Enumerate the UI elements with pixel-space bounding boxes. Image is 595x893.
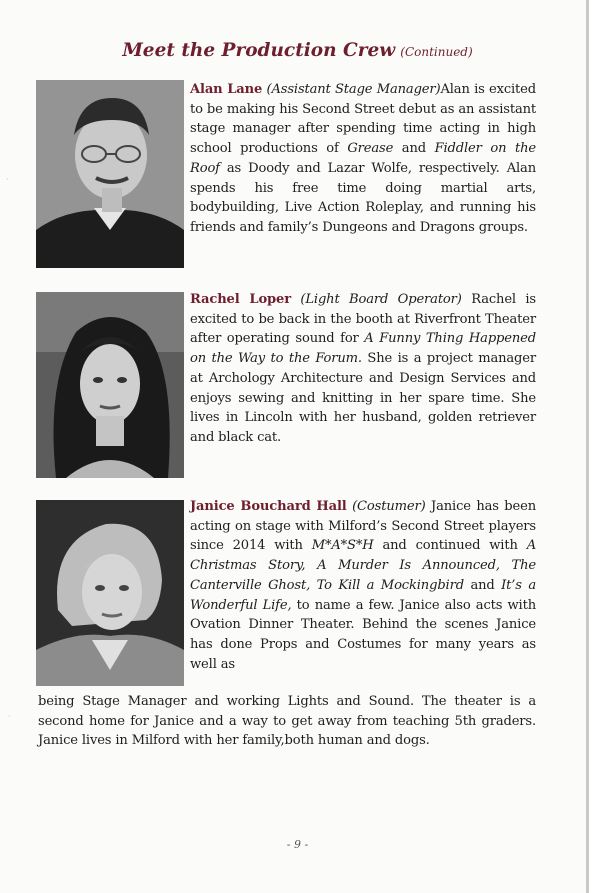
bio-janice-continued — [38, 692, 536, 751]
show-title: A Funny Thing Happened on the Way to the Forum. — [190, 331, 536, 367]
bio-text: Alan is excited to be making his Second Street debut as an assistant stage manager after spending time acting in high school productions of — [190, 82, 536, 157]
bio-text: and — [463, 577, 502, 593]
bio-text: and — [393, 141, 435, 157]
photo-alan-lane — [36, 80, 184, 268]
page-number: - 9 - — [286, 838, 309, 851]
show-title: M*A*S*H — [311, 538, 374, 554]
bio-rachel-loper — [190, 290, 536, 448]
crew-role: (Light Board Operator) — [300, 292, 462, 307]
bio-text: She is a project manager at Archology Architecture and Design Services and enjoys sewing and knitting in her spare time. She lives in Lincoln with her husband, golden retriever and black cat. — [190, 351, 536, 445]
scan-speck: · — [8, 712, 11, 721]
photo-janice-bouchard-hall — [36, 500, 184, 686]
bio-text: and continued with — [373, 538, 527, 554]
show-title: Fiddler on the Roof — [190, 141, 536, 176]
bio-text: being Stage Manager and working Lights and Sound. The theater is a second home for Janice and a way to get away from teaching 5th graders. Janice lives in Milford with her family,both human and dogs. — [38, 694, 536, 749]
crew-name: Alan Lane — [190, 82, 263, 97]
title-continued: (Continued) — [400, 45, 473, 59]
photo-rachel-loper — [36, 292, 184, 478]
bio-alan-lane — [190, 80, 536, 238]
page-title — [0, 40, 595, 61]
show-title: Grease — [347, 141, 394, 157]
bio-text: to name a few. Janice also acts with Ovation Dinner Theater. Behind the scenes Janice has done Props and Costumes for many years as well as — [190, 597, 536, 672]
bio-text: Janice has been acting on stage with Milford’s Second Street players since 2014 with — [190, 499, 536, 554]
scan-speck: · — [6, 175, 9, 184]
bio-janice-bouchard-hall — [190, 497, 536, 674]
show-title: A Christmas Story, A Murder Is Announced, The Canterville Ghost, To Kill a Mockingbird — [190, 538, 536, 593]
bio-text: as Doody and Lazar Wolfe, respectively. Alan spends his free time doing martial arts, bodybuilding, Live Action Roleplay, and running his friends and family’s Dungeons and Dragons groups. — [190, 160, 536, 235]
bio-text: Rachel is excited to be back in the booth at Riverfront Theater after operating sound for — [190, 292, 536, 347]
show-title: It’s a Wonderful Life, — [190, 577, 536, 613]
crew-role: (Costumer) — [352, 499, 426, 514]
crew-name: Rachel Loper — [190, 292, 291, 307]
title-text: Meet the Production Crew — [122, 40, 396, 61]
crew-name: Janice Bouchard Hall — [190, 499, 347, 514]
crew-role: (Assistant Stage Manager) — [266, 82, 441, 97]
page-margin — [589, 0, 595, 893]
